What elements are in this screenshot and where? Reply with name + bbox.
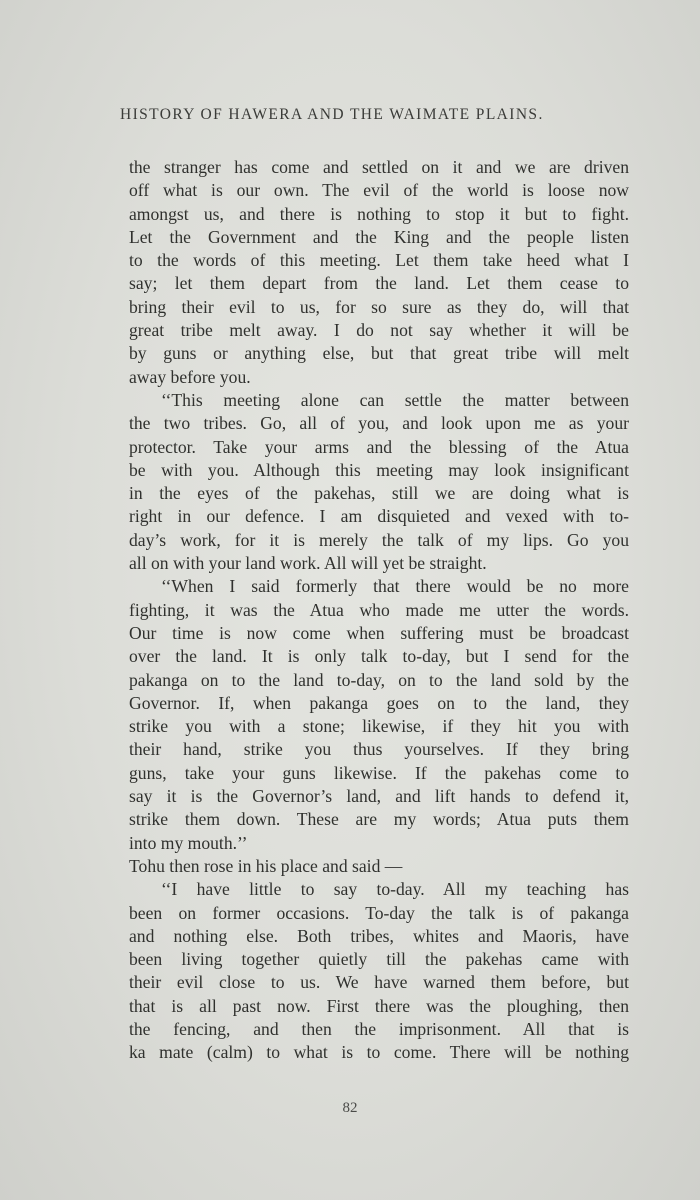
text-line: pakanga on to the land to-day, on to the land sold by the bbox=[129, 669, 629, 690]
text-line: and nothing else. Both tribes, whites and Maoris, have bbox=[129, 925, 629, 946]
text-line: Tohu then rose in his place and said — bbox=[129, 855, 403, 876]
text-line: say; let them depart from the land. Let them cease to bbox=[129, 273, 629, 294]
running-head: HISTORY OF HAWERA AND THE WAIMATE PLAINS. bbox=[120, 106, 544, 123]
text-line: ‘‘When I said formerly that there would be no more bbox=[161, 576, 629, 597]
body-text bbox=[129, 156, 629, 1065]
text-line: Let the Government and the King and the people listen bbox=[129, 226, 629, 247]
text-line: Our time is now come when suffering must be broadcast bbox=[129, 622, 629, 643]
text-line: say it is the Governor’s land, and lift hands to defend it, bbox=[129, 786, 629, 807]
text-line: been living together quietly till the pakehas came with bbox=[129, 949, 629, 970]
text-line: over the land. It is only talk to-day, but I send for the bbox=[129, 646, 629, 667]
text-line: bring their evil to us, for so sure as they do, will that bbox=[129, 296, 629, 317]
page-number: 82 bbox=[342, 1100, 358, 1116]
text-line: the fencing, and then the imprisonment. All that is bbox=[129, 1018, 629, 1039]
text-line: their evil close to us. We have warned them before, but bbox=[129, 972, 629, 993]
text-line: by guns or anything else, but that great tribe will melt bbox=[129, 343, 629, 364]
text-line: that is all past now. First there was the ploughing, then bbox=[129, 995, 629, 1016]
text-line: into my mouth.’’ bbox=[129, 832, 248, 853]
text-line: be with you. Although this meeting may look insignificant bbox=[129, 459, 629, 480]
text-line: in the eyes of the pakehas, still we are doing what is bbox=[129, 483, 629, 504]
text-line: the stranger has come and settled on it and we are driven bbox=[129, 157, 629, 177]
text-line: Governor. If, when pakanga goes on to the land, they bbox=[129, 692, 629, 713]
text-line: protector. Take your arms and the blessing of the Atua bbox=[129, 436, 629, 457]
text-line: day’s work, for it is merely the talk of my lips. Go you bbox=[129, 529, 629, 550]
text-line: right in our defence. I am disquieted and vexed with to- bbox=[129, 506, 629, 527]
text-line: off what is our own. The evil of the world is loose now bbox=[129, 180, 629, 201]
text-line: amongst us, and there is nothing to stop it but to fight. bbox=[129, 203, 629, 224]
text-line: strike you with a stone; likewise, if they hit you with bbox=[129, 716, 629, 737]
text-line: all on with your land work. All will yet be straight. bbox=[129, 553, 487, 574]
text-line: their hand, strike you thus yourselves. If they bring bbox=[129, 739, 629, 760]
text-line: away before you. bbox=[129, 366, 251, 387]
text-line: ‘‘This meeting alone can settle the matter between bbox=[161, 389, 629, 410]
text-line: ka mate (calm) to what is to come. There will be nothing bbox=[129, 1042, 629, 1063]
text-line: fighting, it was the Atua who made me utter the words. bbox=[129, 599, 629, 620]
text-line: been on former occasions. To-day the talk is of pakanga bbox=[129, 902, 629, 923]
text-line: to the words of this meeting. Let them take heed what I bbox=[129, 250, 629, 271]
text-line: the two tribes. Go, all of you, and look upon me as your bbox=[129, 413, 629, 434]
text-line: ‘‘I have little to say to-day. All my teaching has bbox=[161, 879, 629, 900]
text-line: strike them down. These are my words; Atua puts them bbox=[129, 809, 629, 830]
text-line: great tribe melt away. I do not say whether it will be bbox=[129, 320, 629, 341]
text-line: guns, take your guns likewise. If the pakehas come to bbox=[129, 762, 629, 783]
